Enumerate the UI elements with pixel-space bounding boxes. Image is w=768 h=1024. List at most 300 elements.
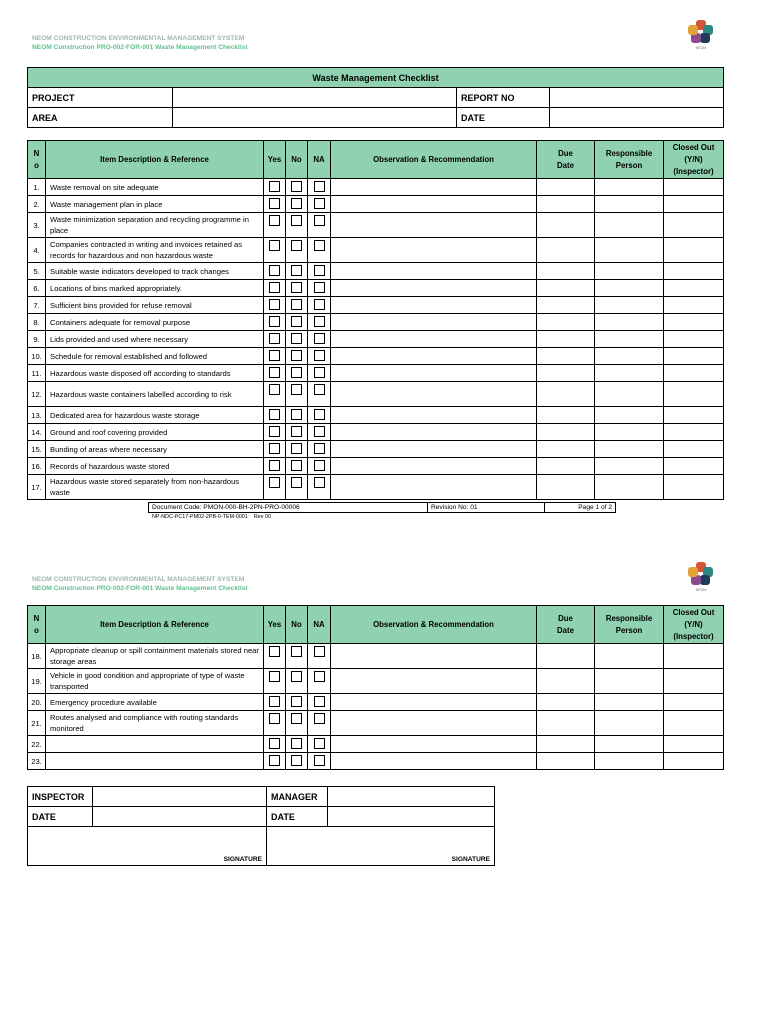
due-date-field[interactable] bbox=[537, 441, 595, 458]
answer-no-cell bbox=[286, 348, 308, 365]
system-title: NEOM CONSTRUCTION ENVIRONMENTAL MANAGEMENT SYSTEM bbox=[32, 35, 245, 42]
answer-na-cell bbox=[308, 314, 331, 331]
responsible-person-field[interactable] bbox=[595, 196, 664, 213]
closed-out-field[interactable] bbox=[664, 213, 724, 238]
observation-field[interactable] bbox=[331, 694, 537, 711]
closed-out-field[interactable] bbox=[664, 669, 724, 694]
yes-checkbox[interactable] bbox=[269, 215, 280, 226]
answer-yes-cell bbox=[264, 382, 286, 407]
due-date-field[interactable] bbox=[537, 314, 595, 331]
due-date-field[interactable] bbox=[537, 179, 595, 196]
closed-out-field[interactable] bbox=[664, 644, 724, 669]
responsible-person-field[interactable] bbox=[595, 365, 664, 382]
checklist-table-page1 bbox=[27, 140, 724, 500]
no-checkbox[interactable] bbox=[291, 316, 302, 327]
due-date-field[interactable] bbox=[537, 736, 595, 753]
item-description: Suitable waste indicators developed to track changes bbox=[46, 263, 264, 280]
no-checkbox[interactable] bbox=[291, 181, 302, 192]
yes-checkbox[interactable] bbox=[269, 646, 280, 657]
responsible-person-field[interactable] bbox=[595, 458, 664, 475]
responsible-person-field[interactable] bbox=[595, 694, 664, 711]
item-description: Companies contracted in writing and invoices retained as records for hazardous and non hazardous waste bbox=[46, 238, 264, 263]
closed-out-field[interactable] bbox=[664, 753, 724, 770]
yes-checkbox[interactable] bbox=[269, 282, 280, 293]
na-checkbox[interactable] bbox=[314, 240, 325, 251]
na-checkbox[interactable] bbox=[314, 713, 325, 724]
responsible-person-field[interactable] bbox=[595, 179, 664, 196]
responsible-person-field[interactable] bbox=[595, 331, 664, 348]
answer-no-cell bbox=[286, 280, 308, 297]
yes-checkbox[interactable] bbox=[269, 755, 280, 766]
answer-na-cell bbox=[308, 213, 331, 238]
responsible-person-field[interactable] bbox=[595, 213, 664, 238]
answer-yes-cell bbox=[264, 263, 286, 280]
item-description: Ground and roof covering provided bbox=[46, 424, 264, 441]
manager-name-field[interactable] bbox=[328, 787, 495, 807]
due-date-field[interactable] bbox=[537, 196, 595, 213]
no-checkbox[interactable] bbox=[291, 409, 302, 420]
observation-field[interactable] bbox=[331, 711, 537, 736]
yes-checkbox[interactable] bbox=[269, 384, 280, 395]
na-checkbox[interactable] bbox=[314, 460, 325, 471]
answer-na-cell bbox=[308, 694, 331, 711]
observation-field[interactable] bbox=[331, 736, 537, 753]
answer-no-cell bbox=[286, 382, 308, 407]
no-checkbox[interactable] bbox=[291, 713, 302, 724]
answer-no-cell bbox=[286, 669, 308, 694]
due-date-field[interactable] bbox=[537, 669, 595, 694]
answer-no-cell bbox=[286, 263, 308, 280]
na-checkbox[interactable] bbox=[314, 367, 325, 378]
template-rev: Rev 00 bbox=[253, 514, 271, 520]
responsible-person-field[interactable] bbox=[595, 382, 664, 407]
responsible-person-field[interactable] bbox=[595, 297, 664, 314]
na-checkbox[interactable] bbox=[314, 738, 325, 749]
answer-na-cell bbox=[308, 669, 331, 694]
item-number: 12. bbox=[28, 382, 46, 407]
due-date-field[interactable] bbox=[537, 263, 595, 280]
yes-checkbox[interactable] bbox=[269, 426, 280, 437]
due-date-field[interactable] bbox=[537, 382, 595, 407]
item-description: Dedicated area for hazardous waste storage bbox=[46, 407, 264, 424]
manager-signature-field[interactable] bbox=[267, 827, 495, 866]
observation-field[interactable] bbox=[331, 475, 537, 500]
na-checkbox[interactable] bbox=[314, 646, 325, 657]
na-checkbox[interactable] bbox=[314, 299, 325, 310]
item-number: 20. bbox=[28, 694, 46, 711]
na-checkbox[interactable] bbox=[314, 265, 325, 276]
observation-field[interactable] bbox=[331, 458, 537, 475]
responsible-person-field[interactable] bbox=[595, 644, 664, 669]
observation-field[interactable] bbox=[331, 669, 537, 694]
item-number: 1. bbox=[28, 179, 46, 196]
answer-yes-cell bbox=[264, 753, 286, 770]
answer-yes-cell bbox=[264, 348, 286, 365]
answer-no-cell bbox=[286, 694, 308, 711]
no-checkbox[interactable] bbox=[291, 646, 302, 657]
area-field[interactable] bbox=[173, 108, 457, 128]
answer-na-cell bbox=[308, 424, 331, 441]
col-due-date: Due Date bbox=[537, 606, 595, 644]
logo-caption: NEOM bbox=[695, 588, 707, 592]
col-observation: Observation & Recommendation bbox=[331, 606, 537, 644]
answer-na-cell bbox=[308, 348, 331, 365]
na-checkbox[interactable] bbox=[314, 181, 325, 192]
closed-out-field[interactable] bbox=[664, 297, 724, 314]
answer-na-cell bbox=[308, 280, 331, 297]
answer-na-cell bbox=[308, 179, 331, 196]
closed-out-field[interactable] bbox=[664, 348, 724, 365]
answer-yes-cell bbox=[264, 179, 286, 196]
item-description: Appropriate cleanup or spill containment materials stored near storage areas bbox=[46, 644, 264, 669]
no-checkbox[interactable] bbox=[291, 282, 302, 293]
item-description: Schedule for removal established and followed bbox=[46, 348, 264, 365]
col-no: N o bbox=[28, 141, 46, 179]
due-date-field[interactable] bbox=[537, 424, 595, 441]
inspector-date-label: DATE bbox=[28, 807, 93, 827]
document-title: NEOM Construction PRO-002-FOR-001 Waste Management Checklist bbox=[32, 44, 248, 51]
observation-field[interactable] bbox=[331, 441, 537, 458]
answer-na-cell bbox=[308, 711, 331, 736]
no-checkbox[interactable] bbox=[291, 460, 302, 471]
checklist-row bbox=[28, 475, 724, 500]
na-checkbox[interactable] bbox=[314, 333, 325, 344]
closed-out-field[interactable] bbox=[664, 365, 724, 382]
yes-checkbox[interactable] bbox=[269, 696, 280, 707]
observation-field[interactable] bbox=[331, 280, 537, 297]
responsible-person-field[interactable] bbox=[595, 348, 664, 365]
closed-out-field[interactable] bbox=[664, 331, 724, 348]
no-checkbox[interactable] bbox=[291, 198, 302, 209]
answer-no-cell bbox=[286, 753, 308, 770]
due-date-field[interactable] bbox=[537, 331, 595, 348]
checklist-row bbox=[28, 348, 724, 365]
responsible-person-field[interactable] bbox=[595, 424, 664, 441]
checklist-rows-page1 bbox=[28, 179, 724, 500]
col-observation: Observation & Recommendation bbox=[331, 141, 537, 179]
col-no: N o bbox=[28, 606, 46, 644]
item-description: Lids provided and used where necessary bbox=[46, 331, 264, 348]
answer-no-cell bbox=[286, 196, 308, 213]
no-checkbox[interactable] bbox=[291, 333, 302, 344]
logo-caption: NEOM bbox=[695, 46, 707, 50]
yes-checkbox[interactable] bbox=[269, 265, 280, 276]
closed-out-field[interactable] bbox=[664, 263, 724, 280]
inspector-label: INSPECTOR bbox=[28, 787, 93, 807]
na-checkbox[interactable] bbox=[314, 443, 325, 454]
yes-checkbox[interactable] bbox=[269, 460, 280, 471]
answer-no-cell bbox=[286, 736, 308, 753]
item-description: Bunding of areas where necessary bbox=[46, 441, 264, 458]
due-date-field[interactable] bbox=[537, 644, 595, 669]
item-description: Hazardous waste stored separately from non-hazardous waste bbox=[46, 475, 264, 500]
item-description: Waste minimization separation and recycling programme in place bbox=[46, 213, 264, 238]
due-date-field[interactable] bbox=[537, 475, 595, 500]
observation-field[interactable] bbox=[331, 179, 537, 196]
answer-no-cell bbox=[286, 475, 308, 500]
item-description: Sufficient bins provided for refuse removal bbox=[46, 297, 264, 314]
due-date-field[interactable] bbox=[537, 280, 595, 297]
col-responsible: Responsible Person bbox=[595, 141, 664, 179]
observation-field[interactable] bbox=[331, 644, 537, 669]
no-checkbox[interactable] bbox=[291, 671, 302, 682]
na-checkbox[interactable] bbox=[314, 384, 325, 395]
no-checkbox[interactable] bbox=[291, 240, 302, 251]
closed-out-field[interactable] bbox=[664, 475, 724, 500]
revision-no: Revision No: 01 bbox=[428, 503, 545, 513]
no-checkbox[interactable] bbox=[291, 696, 302, 707]
observation-field[interactable] bbox=[331, 213, 537, 238]
answer-na-cell bbox=[308, 644, 331, 669]
closed-out-field[interactable] bbox=[664, 694, 724, 711]
no-checkbox[interactable] bbox=[291, 350, 302, 361]
item-number: 15. bbox=[28, 441, 46, 458]
checklist-row bbox=[28, 280, 724, 297]
observation-field[interactable] bbox=[331, 348, 537, 365]
responsible-person-field[interactable] bbox=[595, 407, 664, 424]
yes-checkbox[interactable] bbox=[269, 316, 280, 327]
due-date-field[interactable] bbox=[537, 297, 595, 314]
answer-no-cell bbox=[286, 331, 308, 348]
responsible-person-field[interactable] bbox=[595, 263, 664, 280]
observation-field[interactable] bbox=[331, 407, 537, 424]
item-description: Hazardous waste containers labelled according to risk bbox=[46, 382, 264, 407]
responsible-person-field[interactable] bbox=[595, 314, 664, 331]
item-description: Vehicle in good condition and appropriate of type of waste transported bbox=[46, 669, 264, 694]
answer-na-cell bbox=[308, 407, 331, 424]
item-number: 7. bbox=[28, 297, 46, 314]
checklist-row bbox=[28, 407, 724, 424]
yes-checkbox[interactable] bbox=[269, 713, 280, 724]
item-number: 19. bbox=[28, 669, 46, 694]
manager-date-label: DATE bbox=[267, 807, 328, 827]
checklist-row bbox=[28, 458, 724, 475]
answer-yes-cell bbox=[264, 736, 286, 753]
observation-field[interactable] bbox=[331, 196, 537, 213]
checklist-row bbox=[28, 196, 724, 213]
due-date-field[interactable] bbox=[537, 458, 595, 475]
no-checkbox[interactable] bbox=[291, 215, 302, 226]
closed-out-field[interactable] bbox=[664, 314, 724, 331]
manager-date-field[interactable] bbox=[328, 807, 495, 827]
item-number: 21. bbox=[28, 711, 46, 736]
observation-field[interactable] bbox=[331, 263, 537, 280]
item-description bbox=[46, 736, 264, 753]
item-number: 11. bbox=[28, 365, 46, 382]
checklist-row bbox=[28, 238, 724, 263]
no-checkbox[interactable] bbox=[291, 738, 302, 749]
neom-logo bbox=[686, 20, 716, 54]
item-description: Containers adequate for removal purpose bbox=[46, 314, 264, 331]
yes-checkbox[interactable] bbox=[269, 333, 280, 344]
due-date-field[interactable] bbox=[537, 407, 595, 424]
closed-out-field[interactable] bbox=[664, 179, 724, 196]
observation-field[interactable] bbox=[331, 297, 537, 314]
responsible-person-field[interactable] bbox=[595, 711, 664, 736]
due-date-field[interactable] bbox=[537, 365, 595, 382]
answer-no-cell bbox=[286, 213, 308, 238]
answer-yes-cell bbox=[264, 280, 286, 297]
due-date-field[interactable] bbox=[537, 213, 595, 238]
doc-code: Document Code: PMON-000-BH-2PN-PRO-00006 bbox=[149, 503, 428, 513]
na-checkbox[interactable] bbox=[314, 350, 325, 361]
na-checkbox[interactable] bbox=[314, 671, 325, 682]
answer-yes-cell bbox=[264, 196, 286, 213]
inspector-name-field[interactable] bbox=[93, 787, 267, 807]
item-number: 6. bbox=[28, 280, 46, 297]
manager-label: MANAGER bbox=[267, 787, 328, 807]
checklist-row bbox=[28, 365, 724, 382]
checklist-row bbox=[28, 213, 724, 238]
responsible-person-field[interactable] bbox=[595, 238, 664, 263]
closed-out-field[interactable] bbox=[664, 441, 724, 458]
responsible-person-field[interactable] bbox=[595, 475, 664, 500]
yes-checkbox[interactable] bbox=[269, 299, 280, 310]
no-checkbox[interactable] bbox=[291, 367, 302, 378]
observation-field[interactable] bbox=[331, 314, 537, 331]
no-checkbox[interactable] bbox=[291, 755, 302, 766]
date-label: DATE bbox=[457, 108, 550, 128]
document-footer bbox=[148, 502, 616, 513]
na-checkbox[interactable] bbox=[314, 477, 325, 488]
answer-na-cell bbox=[308, 736, 331, 753]
yes-checkbox[interactable] bbox=[269, 443, 280, 454]
inspector-signature-field[interactable] bbox=[28, 827, 267, 866]
na-checkbox[interactable] bbox=[314, 409, 325, 420]
manager-signature-label: SIGNATURE bbox=[451, 856, 490, 863]
closed-out-field[interactable] bbox=[664, 458, 724, 475]
answer-na-cell bbox=[308, 263, 331, 280]
closed-out-field[interactable] bbox=[664, 736, 724, 753]
yes-checkbox[interactable] bbox=[269, 738, 280, 749]
report-no-field[interactable] bbox=[550, 88, 724, 108]
no-checkbox[interactable] bbox=[291, 443, 302, 454]
closed-out-field[interactable] bbox=[664, 424, 724, 441]
item-number: 14. bbox=[28, 424, 46, 441]
col-na: NA bbox=[308, 606, 331, 644]
project-label: PROJECT bbox=[28, 88, 173, 108]
na-checkbox[interactable] bbox=[314, 198, 325, 209]
item-number: 18. bbox=[28, 644, 46, 669]
yes-checkbox[interactable] bbox=[269, 409, 280, 420]
responsible-person-field[interactable] bbox=[595, 753, 664, 770]
checklist-row bbox=[28, 669, 724, 694]
inspector-date-field[interactable] bbox=[93, 807, 267, 827]
closed-out-field[interactable] bbox=[664, 280, 724, 297]
answer-na-cell bbox=[308, 238, 331, 263]
answer-yes-cell bbox=[264, 424, 286, 441]
yes-checkbox[interactable] bbox=[269, 367, 280, 378]
due-date-field[interactable] bbox=[537, 238, 595, 263]
item-number: 22. bbox=[28, 736, 46, 753]
date-field[interactable] bbox=[550, 108, 724, 128]
no-checkbox[interactable] bbox=[291, 477, 302, 488]
col-responsible: Responsible Person bbox=[595, 606, 664, 644]
due-date-field[interactable] bbox=[537, 694, 595, 711]
answer-na-cell bbox=[308, 365, 331, 382]
answer-na-cell bbox=[308, 458, 331, 475]
answer-no-cell bbox=[286, 314, 308, 331]
answer-yes-cell bbox=[264, 694, 286, 711]
no-checkbox[interactable] bbox=[291, 384, 302, 395]
yes-checkbox[interactable] bbox=[269, 671, 280, 682]
answer-yes-cell bbox=[264, 297, 286, 314]
due-date-field[interactable] bbox=[537, 753, 595, 770]
answer-na-cell bbox=[308, 441, 331, 458]
checklist-row bbox=[28, 297, 724, 314]
closed-out-field[interactable] bbox=[664, 382, 724, 407]
responsible-person-field[interactable] bbox=[595, 736, 664, 753]
checklist-row bbox=[28, 711, 724, 736]
observation-field[interactable] bbox=[331, 382, 537, 407]
closed-out-field[interactable] bbox=[664, 407, 724, 424]
item-description: Hazardous waste disposed off according to standards bbox=[46, 365, 264, 382]
responsible-person-field[interactable] bbox=[595, 441, 664, 458]
col-closed-out: Closed Out (Y/N) (Inspector) bbox=[664, 606, 724, 644]
due-date-field[interactable] bbox=[537, 711, 595, 736]
item-number: 13. bbox=[28, 407, 46, 424]
answer-yes-cell bbox=[264, 669, 286, 694]
item-description: Records of hazardous waste stored bbox=[46, 458, 264, 475]
closed-out-field[interactable] bbox=[664, 238, 724, 263]
due-date-field[interactable] bbox=[537, 348, 595, 365]
checklist-row bbox=[28, 644, 724, 669]
item-number: 10. bbox=[28, 348, 46, 365]
na-checkbox[interactable] bbox=[314, 755, 325, 766]
answer-yes-cell bbox=[264, 365, 286, 382]
no-checkbox[interactable] bbox=[291, 265, 302, 276]
no-checkbox[interactable] bbox=[291, 426, 302, 437]
answer-no-cell bbox=[286, 458, 308, 475]
na-checkbox[interactable] bbox=[314, 316, 325, 327]
yes-checkbox[interactable] bbox=[269, 477, 280, 488]
observation-field[interactable] bbox=[331, 238, 537, 263]
na-checkbox[interactable] bbox=[314, 426, 325, 437]
na-checkbox[interactable] bbox=[314, 215, 325, 226]
observation-field[interactable] bbox=[331, 753, 537, 770]
checklist-row bbox=[28, 441, 724, 458]
inspector-signature-label: SIGNATURE bbox=[223, 856, 262, 863]
observation-field[interactable] bbox=[331, 331, 537, 348]
yes-checkbox[interactable] bbox=[269, 240, 280, 251]
answer-yes-cell bbox=[264, 331, 286, 348]
col-item: Item Description & Reference bbox=[46, 141, 264, 179]
responsible-person-field[interactable] bbox=[595, 669, 664, 694]
col-due-date: Due Date bbox=[537, 141, 595, 179]
checklist-row bbox=[28, 424, 724, 441]
closed-out-field[interactable] bbox=[664, 711, 724, 736]
closed-out-field[interactable] bbox=[664, 196, 724, 213]
answer-no-cell bbox=[286, 238, 308, 263]
na-checkbox[interactable] bbox=[314, 696, 325, 707]
yes-checkbox[interactable] bbox=[269, 181, 280, 192]
answer-na-cell bbox=[308, 297, 331, 314]
answer-no-cell bbox=[286, 179, 308, 196]
na-checkbox[interactable] bbox=[314, 282, 325, 293]
no-checkbox[interactable] bbox=[291, 299, 302, 310]
observation-field[interactable] bbox=[331, 365, 537, 382]
item-description: Locations of bins marked appropriately. bbox=[46, 280, 264, 297]
template-code-line bbox=[152, 514, 271, 520]
yes-checkbox[interactable] bbox=[269, 198, 280, 209]
responsible-person-field[interactable] bbox=[595, 280, 664, 297]
answer-yes-cell bbox=[264, 213, 286, 238]
project-field[interactable] bbox=[173, 88, 457, 108]
yes-checkbox[interactable] bbox=[269, 350, 280, 361]
page-number: Page 1 of 2 bbox=[545, 503, 616, 513]
checklist-rows-page2 bbox=[28, 644, 724, 770]
observation-field[interactable] bbox=[331, 424, 537, 441]
